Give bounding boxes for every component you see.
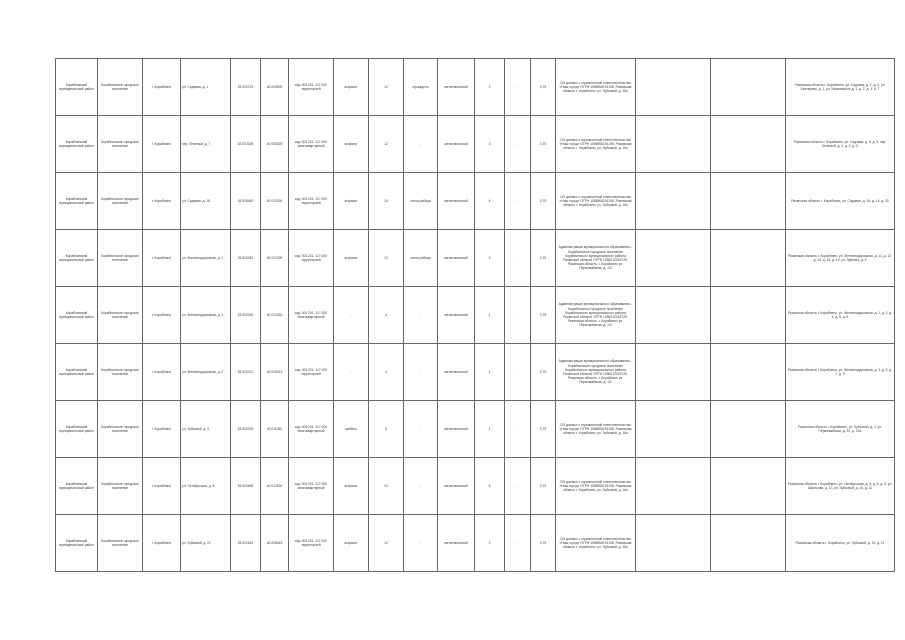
cell-surface: асфальт (334, 173, 369, 230)
cell-owner: ОО данных с ограниченной ответственностью «Наш город» ОГРН 1086906191198, Рязанская область г. Кораблино, ул. Зубковой, д. 16о (556, 116, 636, 173)
cell-extra: - (505, 515, 531, 572)
cell-sources: Рязанская область г. Кораблино, ул. Железнодорожная, д. 11, д. 12, д. 13, д. 15, д. 19, ул. Зубкова, д. 9 (786, 230, 895, 287)
cell-city: г. Кораблино (143, 515, 181, 572)
cell-lat: 53.922276 (231, 59, 261, 116)
cell-surface: асфальт (334, 230, 369, 287)
cell-count: 1 (475, 344, 505, 401)
cell-city: г. Кораблино (143, 116, 181, 173)
cell-area: 10 (369, 173, 404, 230)
cell-sources: Рязанская область г. Кораблино, ул. Садовая, д. 1, д. 3, ул. Бахтерево, д. 1, ул. Маяковского д. 1, д. 2, д. 4, 6, 7 (786, 59, 895, 116)
cell-city: г. Кораблино (143, 173, 181, 230)
document-page (55, 58, 893, 572)
cell-container-type: металлический (438, 230, 475, 287)
cell-surface: асфальт (334, 116, 369, 173)
cell-col16 (636, 230, 711, 287)
cell-address: ул. Зубковой, д. 4 (181, 401, 231, 458)
cell-owner: ОО данных с ограниченной ответственностью «Наш город» ОГРН 1086906191198, Рязанская область г. Кораблино, ул. Зубковой, д. 16о (556, 401, 636, 458)
cell-district: Кораблинский муниципальный район (56, 515, 98, 572)
cell-sources: Рязанская область г. Кораблино, ул. Зубковой, д. 4, ул. Первомайская, д. 20, д. 22А (786, 401, 895, 458)
cell-settlement: Кораблинское городское поселение (98, 116, 143, 173)
cell-container-type: металлический (438, 59, 475, 116)
cell-container-type: металлический (438, 458, 475, 515)
cell-count: 3 (475, 515, 505, 572)
table-row (56, 59, 895, 116)
cell-fence: сетка рабица (404, 230, 438, 287)
cell-address: ул. Садовая, д. 18 (181, 173, 231, 230)
cell-city: г. Кораблино (143, 287, 181, 344)
cell-extra: - (505, 116, 531, 173)
table-row (56, 515, 895, 572)
cell-category: кзд. 004.201. 117.000 территорией (289, 344, 334, 401)
cell-lon: 40.009505 (261, 59, 289, 116)
cell-settlement: Кораблинское городское поселение (98, 344, 143, 401)
cell-col16 (636, 59, 711, 116)
cell-settlement: Кораблинское городское поселение (98, 230, 143, 287)
cell-col17 (711, 515, 786, 572)
cell-lon: 40.012630 (261, 458, 289, 515)
cell-owner: ОО данных с ограниченной ответственностью «Наш город» ОГРН 1086906191198, Рязанская область г. Кораблино, ул. Зубковой, д. 16о (556, 173, 636, 230)
cell-settlement: Кораблинское городское поселение (98, 287, 143, 344)
table-row (56, 344, 895, 401)
cell-area: 4 (369, 344, 404, 401)
cell-district: Кораблинский муниципальный район (56, 230, 98, 287)
cell-col16 (636, 458, 711, 515)
cell-col17 (711, 116, 786, 173)
cell-lon: 40.008445 (261, 515, 289, 572)
cell-address: ул. Садовая, д. 1 (181, 59, 231, 116)
cell-extra: - (505, 59, 531, 116)
cell-city: г. Кораблино (143, 230, 181, 287)
cell-address: ул. Октябрьская, д. 8 (181, 458, 231, 515)
cell-volume: 0,75 (531, 230, 556, 287)
cell-area: 12 (369, 59, 404, 116)
cell-settlement: Кораблинское городское поселение (98, 458, 143, 515)
cell-area: 5 (369, 401, 404, 458)
cell-owner: ОО данных с ограниченной ответственностью «Наш город» ОГРН 1086906191198, Рязанская область г. Кораблино, ул. Зубковой, д. 16о (556, 59, 636, 116)
cell-address: ул. Железнодорожная, д. 2 (181, 344, 231, 401)
cell-sources: Рязанская область г. Кораблино, ул. Октябрьская, д. 4, д. 6, д. 8, ул. Школьная, д. 13, ул. Зубковой, д. 10, д. 11 (786, 458, 895, 515)
cell-count: 4 (475, 173, 505, 230)
cell-owner: Администрация муниципального образования – Кораблинское городское поселение Кораблинского муниципального района Рязанской области ОГРН 1056210023729, Рязанская область, г. Кораблино ул. Первомайская, д. 1/2 (556, 230, 636, 287)
cell-district: Кораблинский муниципальный район (56, 116, 98, 173)
cell-volume: 0,75 (531, 401, 556, 458)
cell-owner: Администрация муниципального образования – Кораблинское городское поселение Кораблинского муниципального района Рязанской области ОГРН 1056210023729, Рязанская область, г. Кораблино ул. Первомайская, д. 1/2 (556, 344, 636, 401)
cell-fence: - (404, 344, 438, 401)
container-sites-table (55, 58, 895, 572)
cell-city: г. Кораблино (143, 59, 181, 116)
cell-sources: Рязанская область г. Кораблино, ул. Железнодорожная, д. 1, д. 2, д. 4, д. 6, д. 8 (786, 287, 895, 344)
cell-fence: ограждено (404, 59, 438, 116)
cell-container-type: металлический (438, 287, 475, 344)
cell-district: Кораблинский муниципальный район (56, 344, 98, 401)
cell-surface: асфальт (334, 59, 369, 116)
cell-lon: 40.021530 (261, 287, 289, 344)
cell-category: кзд. 004.201. 117.000 территорией (289, 173, 334, 230)
cell-lat: 53.922028 (231, 116, 261, 173)
cell-lon: 40.020413 (261, 344, 289, 401)
cell-district: Корабликский муниципальный район (56, 59, 98, 116)
cell-lat: 53.920210 (231, 344, 261, 401)
cell-container-type: металлический (438, 344, 475, 401)
cell-category: кзд. 004.201. 117.000 многоквартирный (289, 401, 334, 458)
cell-col16 (636, 287, 711, 344)
cell-count: 1 (475, 401, 505, 458)
cell-count: 3 (475, 230, 505, 287)
cell-lon: 40.021095 (261, 230, 289, 287)
cell-col17 (711, 59, 786, 116)
cell-sources: Рязанская область г. Кораблино, ул. Зубковой, д. 19, д. 21 (786, 515, 895, 572)
cell-lon: 40.012026 (261, 173, 289, 230)
cell-category: кзд. 004.201. 117.000 многоквартирный (289, 287, 334, 344)
cell-surface: - (334, 287, 369, 344)
cell-category: кзд. 004.201. 117.000 территорией (289, 515, 334, 572)
cell-category: кзд. 004.201. 117.000 территорией (289, 230, 334, 287)
cell-volume: 0,75 (531, 287, 556, 344)
cell-settlement: Кораблинское городское поселение (98, 515, 143, 572)
table-row (56, 401, 895, 458)
cell-sources: Рязанская область г. Кораблино, ул. Железнодорожная, д. 3, д. 5, д. 7, д. 9 (786, 344, 895, 401)
cell-lat: 53.920090 (231, 287, 261, 344)
cell-volume: 0,75 (531, 344, 556, 401)
cell-count: 6 (475, 458, 505, 515)
cell-extra: - (505, 344, 531, 401)
cell-col17 (711, 344, 786, 401)
cell-col17 (711, 287, 786, 344)
cell-volume: 0,75 (531, 116, 556, 173)
cell-extra: - (505, 401, 531, 458)
cell-surface: щебень (334, 401, 369, 458)
cell-address: ул. Зубковой, д. 21 (181, 515, 231, 572)
cell-address: ул. Железнодорожная, д. 1 (181, 230, 231, 287)
cell-lat: 53.928440 (231, 173, 261, 230)
cell-volume: 0,75 (531, 515, 556, 572)
cell-lon: 40.011080 (261, 401, 289, 458)
cell-fence: - (404, 116, 438, 173)
cell-volume: 0,75 (531, 59, 556, 116)
cell-category: кзд. 004.201. 117.000 многоквартирный (289, 458, 334, 515)
cell-lat: 53.920029 (231, 401, 261, 458)
cell-lon: 40.008225 (261, 116, 289, 173)
table-row (56, 230, 895, 287)
cell-district: Кораблинский муниципальный район (56, 287, 98, 344)
cell-fence: - (404, 515, 438, 572)
cell-owner: ОО данных с ограниченной ответственностью «Наш город» ОГРН 1086906191198, Рязанская область г. Кораблино, ул. Зубковой, д. 16о (556, 515, 636, 572)
cell-owner: ОО данных с ограниченной ответственностью «Наш город» ОГРН 1086906191198, Рязанская область г. Кораблино, ул. Зубковой, д. 16о (556, 458, 636, 515)
cell-count: 3 (475, 59, 505, 116)
cell-volume: 0,75 (531, 458, 556, 515)
cell-col17 (711, 230, 786, 287)
table-row (56, 173, 895, 230)
cell-col17 (711, 401, 786, 458)
cell-area: 4 (369, 287, 404, 344)
table-body (56, 59, 895, 572)
cell-col16 (636, 401, 711, 458)
cell-category: кзд. 004.201. 117.000 многоквартирный (289, 116, 334, 173)
cell-container-type: металлический (438, 401, 475, 458)
cell-container-type: металлический (438, 173, 475, 230)
cell-fence: - (404, 458, 438, 515)
cell-area: 12 (369, 515, 404, 572)
cell-surface: - (334, 344, 369, 401)
cell-address: пер. Зеленый, д. 7 (181, 116, 231, 173)
cell-count: 3 (475, 116, 505, 173)
cell-lat: 53.920081 (231, 230, 261, 287)
cell-lat: 53.921642 (231, 515, 261, 572)
cell-lat: 53.920655 (231, 458, 261, 515)
cell-city: г. Кораблино (143, 401, 181, 458)
cell-sources: Рязанская область г. Кораблино, ул. Садовая, д. 5, д. 9, пер. Зеленый, д. 1, д. 2, д. 3 (786, 116, 895, 173)
cell-col16 (636, 515, 711, 572)
cell-count: 1 (475, 287, 505, 344)
cell-col16 (636, 116, 711, 173)
cell-area: 12 (369, 116, 404, 173)
cell-area: 24 (369, 458, 404, 515)
cell-col16 (636, 173, 711, 230)
cell-settlement: Кораблинское городское поселение (98, 59, 143, 116)
table-row (56, 458, 895, 515)
cell-district: Кораблинский муниципальный район (56, 401, 98, 458)
cell-district: Кораблинский муниципальный район (56, 458, 98, 515)
cell-col16 (636, 344, 711, 401)
cell-address: ул. Железнодорожная, д. 1 (181, 287, 231, 344)
cell-surface: асфальт (334, 458, 369, 515)
cell-container-type: металлический (438, 515, 475, 572)
cell-area: 12 (369, 230, 404, 287)
cell-city: г. Кораблино (143, 458, 181, 515)
cell-fence: сетка рабица (404, 173, 438, 230)
cell-volume: 0,75 (531, 173, 556, 230)
cell-extra: - (505, 287, 531, 344)
cell-fence: - (404, 287, 438, 344)
cell-surface: асфальт (334, 515, 369, 572)
cell-category: кзд. 004.201. 117.000 территорией (289, 59, 334, 116)
cell-extra: - (505, 458, 531, 515)
cell-settlement: Кораблинское городское поселение (98, 401, 143, 458)
cell-owner: Администрация муниципального образования – Кораблинское городское поселение Кораблинского муниципального района Рязанской области ОГРН 1056210023729, Рязанская область, г. Кораблино ул. Первомайская, д. 1/2 (556, 287, 636, 344)
cell-extra: - (505, 230, 531, 287)
cell-fence: - (404, 401, 438, 458)
cell-city: г. Кораблино (143, 344, 181, 401)
cell-sources: Рязанская область г. Кораблино, ул. Садовая, д. 16, д. 14, д. 20 (786, 173, 895, 230)
cell-extra: - (505, 173, 531, 230)
table-row (56, 116, 895, 173)
cell-district: Кораблинский муниципальный район (56, 173, 98, 230)
cell-container-type: металлический (438, 116, 475, 173)
cell-settlement: Кораблинское городское поселение (98, 173, 143, 230)
cell-col17 (711, 458, 786, 515)
table-row (56, 287, 895, 344)
cell-col17 (711, 173, 786, 230)
